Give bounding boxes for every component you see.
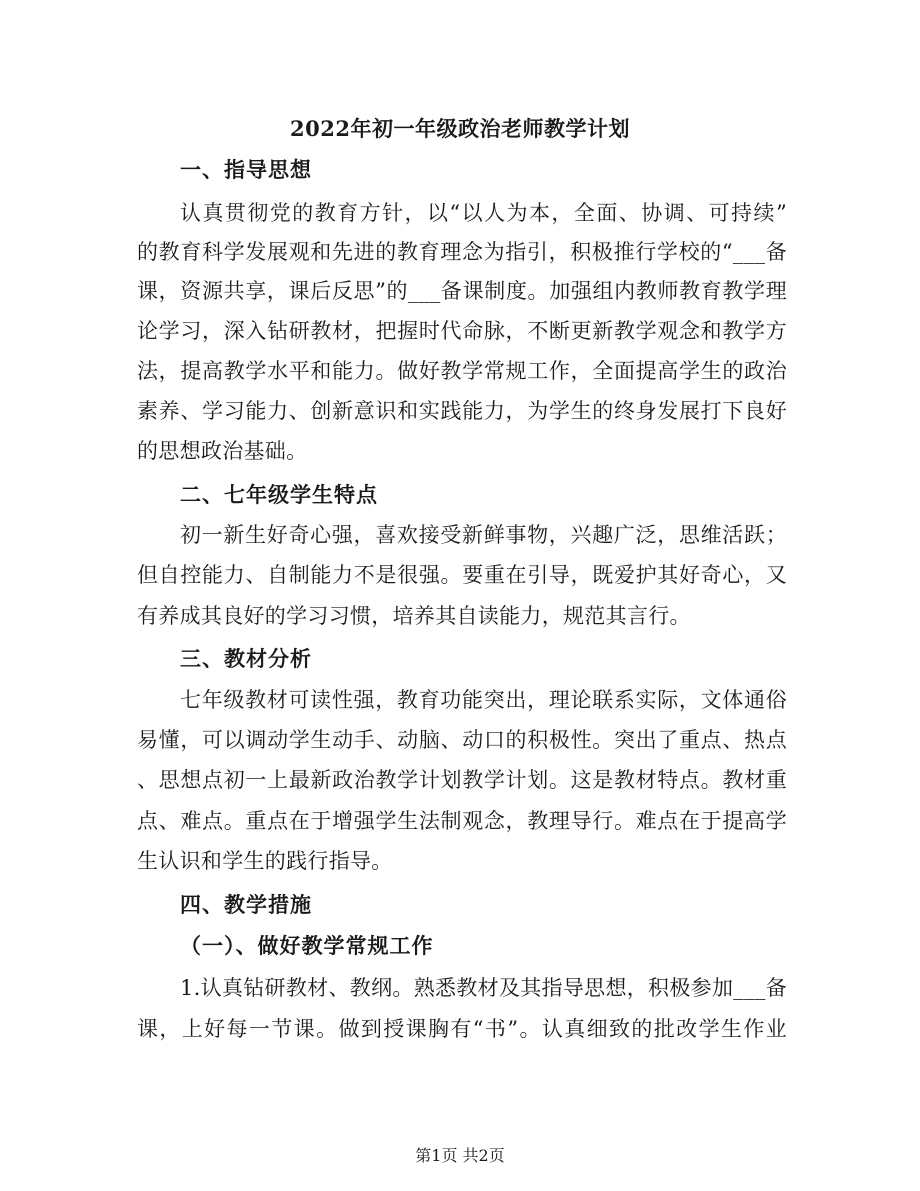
paragraph-line: 、思想点初一上最新政治教学计划教学计划。这是教材特点。教材重 xyxy=(137,768,787,792)
paragraph-line: 课，资源共享，课后反思”的___备课制度。加强组内教师教育教学理 xyxy=(137,279,787,303)
section-heading-teaching-measures: 四、教学措施 xyxy=(180,892,312,917)
paragraph-line: 生认识和学生的践行指导。 xyxy=(137,849,393,873)
paragraph-line: 七年级教材可读性强，教育功能突出，理论联系实际，文体通俗 xyxy=(180,688,787,712)
paragraph-line: 点、难点。重点在于增强学生法制观念，教理导行。难点在于提高学 xyxy=(137,809,787,833)
section-heading-student-traits: 二、七年级学生特点 xyxy=(180,482,378,507)
paragraph-line: 的思想政治基础。 xyxy=(137,439,308,463)
paragraph-line: 1.认真钻研教材、教纲。熟悉教材及其指导思想，积极参加___备 xyxy=(180,976,787,1000)
paragraph-line: 课，上好每一节课。做到授课胸有“书”。认真细致的批改学生作业 xyxy=(137,1017,787,1041)
paragraph-line: 法，提高教学水平和能力。做好教学常规工作，全面提高学生的政治 xyxy=(137,359,787,383)
paragraph-line: 的教育科学发展观和先进的教育理念为指引，积极推行学校的“___备 xyxy=(137,240,787,264)
paragraph-line: 论学习，深入钻研教材，把握时代命脉，不断更新教学观念和教学方 xyxy=(137,319,787,343)
page-indicator: 第1页 共2页 xyxy=(415,1146,505,1165)
document-title: 2022年初一年级政治老师教学计划 xyxy=(290,116,630,141)
paragraph-line: 有养成其良好的学习习惯，培养其自读能力，规范其言行。 xyxy=(137,604,691,628)
paragraph-line: 认真贯彻党的教育方针，以“以人为本，全面、协调、可持续” xyxy=(180,201,787,225)
paragraph-line: 易懂，可以调动学生动手、动脑、动口的积极性。突出了重点、热点 xyxy=(137,728,787,752)
section-heading-guiding-ideology: 一、指导思想 xyxy=(180,157,312,182)
paragraph-line: 但自控能力、自制能力不是很强。要重在引导，既爱护其好奇心，又 xyxy=(137,563,787,587)
paragraph-line: 素养、学习能力、创新意识和实践能力，为学生的终身发展打下良好 xyxy=(137,399,787,423)
paragraph-line: 初一新生好奇心强，喜欢接受新鲜事物，兴趣广泛，思维活跃； xyxy=(180,523,787,547)
subsection-heading-routine-work: （一）、做好教学常规工作 xyxy=(180,933,434,958)
section-heading-textbook-analysis: 三、教材分析 xyxy=(180,646,312,671)
